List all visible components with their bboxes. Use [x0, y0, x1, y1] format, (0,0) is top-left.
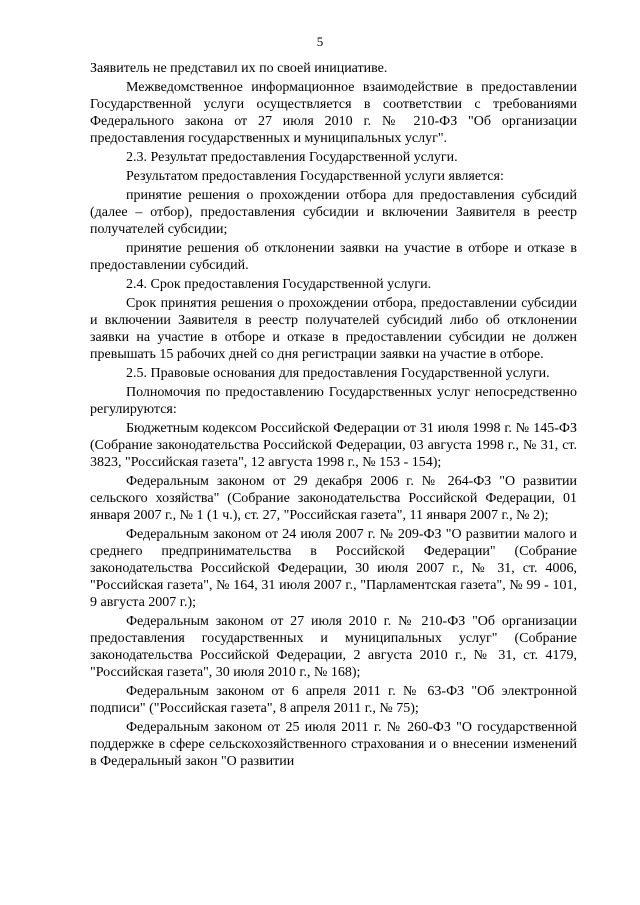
legal-reference: Федеральным законом от 6 апреля 2011 г. № 63-ФЗ "Об электронной подписи" ("Российская газета", 8 апреля 2011 г., № 75);: [90, 684, 577, 716]
legal-reference: Бюджетным кодексом Российской Федерации от 31 июля 1998 г. № 145-ФЗ (Собрание законодательства Российской Федерации, 03 августа 1998 г., № 31, ст. 3823, "Российская газета", 12 августа 1998 г., № 153 - 154);: [90, 421, 577, 470]
legal-reference: Федеральным законом от 24 июля 2007 г. № 209-ФЗ "О развитии малого и среднего предпринимательства в Российской Федерации" (Собрание законодательства Российской Федерации, 30 июля 2007 г., № 31, ст. 4006, "Российская газета", № 164, 31 июля 2007 г., "Парламентская газета", № 99 - 101, 9 августа 2007 г.);: [90, 527, 577, 610]
section-heading: 2.3. Результат предоставления Государственной услуги.: [126, 150, 458, 165]
section-heading: 2.4. Срок предоставления Государственной услуги.: [126, 277, 432, 292]
paragraph: Полномочия по предоставлению Государственных услуг непосредственно регулируются:: [90, 385, 577, 417]
paragraph: принятие решения о прохождении отбора для предоставления субсидий (далее – отбор), предоставления субсидии и включении Заявителя в реестр получателей субсидии;: [90, 188, 577, 237]
paragraph: Межведомственное информационное взаимодействие в предоставлении Государственной услуги осуществляется в соответствии с требованиями Федерального закона от 27 июля 2010 г. № 210-ФЗ "Об организации предоставления государственных и муниципальных услуг".: [90, 80, 577, 146]
legal-reference: Федеральным законом от 27 июля 2010 г. № 210-ФЗ "Об организации предоставления государственных и муниципальных услуг" (Собрание законодательства Российской Федерации, 2 августа 2010 г., № 31, ст. 4179, "Российская газета", 30 июля 2010 г., № 168);: [90, 614, 577, 680]
paragraph: принятие решения об отклонении заявки на участие в отборе и отказе в предоставлении субсидий.: [90, 241, 577, 273]
paragraph: Срок принятия решения о прохождении отбора, предоставлении субсидии и включении Заявителя в реестр получателей субсидий либо об отклонении заявки на участие в отборе и отказе в предоставлении субсидии не должен превышать 15 рабочих дней со дня регистрации заявки на участие в отборе.: [90, 296, 577, 362]
legal-reference: Федеральным законом от 25 июля 2011 г. № 260-ФЗ "О государственной поддержке в сфере сельскохозяйственного страхования и о внесении изменений в Федеральный закон "О развитии: [90, 720, 577, 769]
section-heading: 2.5. Правовые основания для предоставления Государственной услуги.: [126, 366, 550, 381]
paragraph: Заявитель не представил их по своей инициативе.: [90, 61, 388, 76]
page-number: 5: [316, 34, 324, 49]
document-body: [90, 60, 577, 772]
legal-reference: Федеральным законом от 29 декабря 2006 г. № 264-ФЗ "О развитии сельского хозяйства" (Собрание законодательства Российской Федерации, 01 января 2007 г., № 1 (1 ч.), ст. 27, "Российская газета", 11 января 2007 г., № 2);: [90, 474, 577, 523]
paragraph: Результатом предоставления Государственной услуги является:: [126, 169, 504, 184]
